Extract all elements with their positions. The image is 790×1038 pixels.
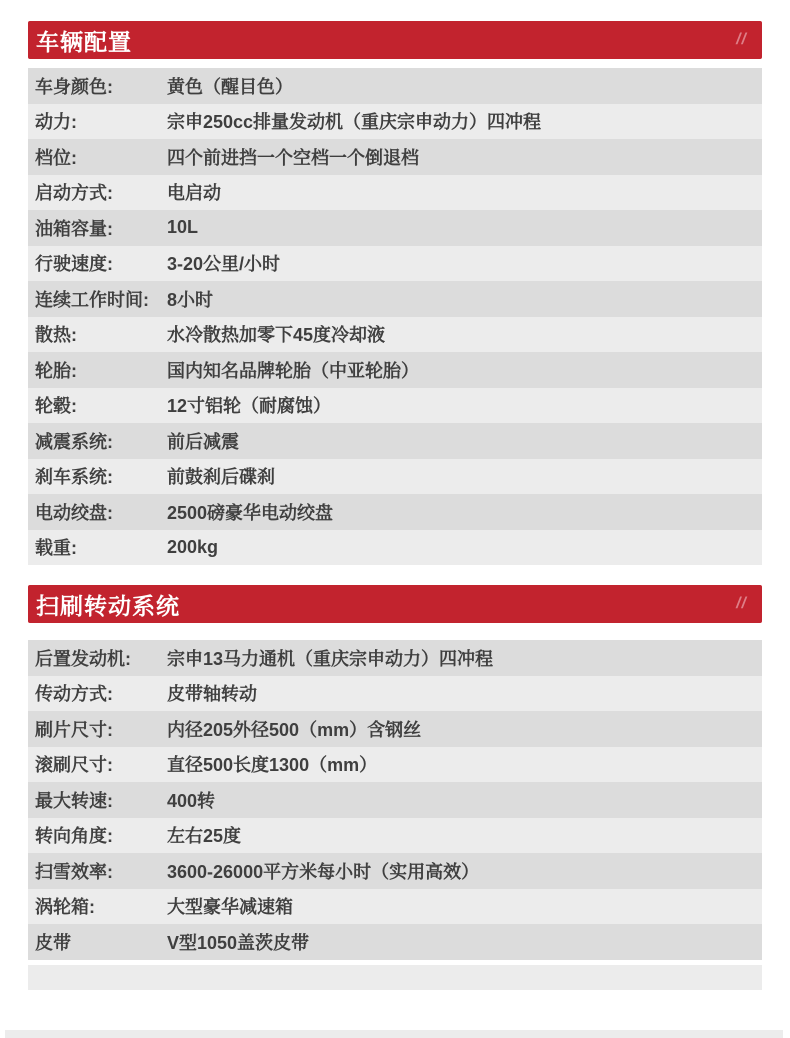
spec-row-label: 动力: <box>35 112 77 133</box>
spec-row-value: 内径205外径500（mm）含钢丝 <box>167 719 422 740</box>
spec-row <box>28 782 762 818</box>
spec-row <box>28 281 762 317</box>
spec-row-label: 行驶速度: <box>35 254 113 275</box>
spec-row-value: 四个前进挡一个空档一个倒退档 <box>167 147 419 168</box>
spec-row <box>28 210 762 246</box>
spec-row-value: V型1050盖茨皮带 <box>167 932 310 953</box>
spec-row-label: 刹车系统: <box>35 467 113 488</box>
spec-row-label: 轮胎: <box>35 360 77 381</box>
spec-row <box>28 494 762 530</box>
section-bottom-spacer <box>28 965 762 990</box>
spec-row <box>28 68 762 104</box>
next-card-top-edge <box>5 1030 783 1038</box>
spec-row <box>28 676 762 712</box>
spec-row-label: 传动方式: <box>35 684 113 705</box>
spec-row-label: 刷片尺寸: <box>35 719 113 740</box>
spec-row-value: 直径500长度1300（mm） <box>167 755 378 776</box>
spec-row-value: 400转 <box>167 790 216 811</box>
spec-row-value: 12寸铝轮（耐腐蚀） <box>167 396 332 417</box>
spec-row-value: 200kg <box>167 536 219 557</box>
spec-row-value: 水冷散热加零下45度冷却液 <box>167 325 386 346</box>
spec-row <box>28 711 762 747</box>
spec-row-value: 前后减震 <box>167 431 239 452</box>
spec-row <box>28 388 762 424</box>
spec-row-value: 3-20公里/小时 <box>167 254 281 275</box>
spec-row-label: 启动方式: <box>35 183 113 204</box>
spec-row-value: 宗申13马力通机（重庆宗申动力）四冲程 <box>167 648 494 669</box>
spec-sheet <box>28 21 762 990</box>
spec-table <box>28 68 762 565</box>
spec-row-label: 连续工作时间: <box>35 289 149 310</box>
spec-row-label: 后置发动机: <box>35 648 131 669</box>
spec-row-value: 电启动 <box>167 183 221 204</box>
spec-row-value: 黄色（醒目色） <box>167 76 293 97</box>
section-header <box>28 585 762 623</box>
spec-row-label: 转向角度: <box>35 826 113 847</box>
section-title: 扫刷转动系统 <box>36 592 180 619</box>
spec-row-label: 扫雪效率: <box>35 861 113 882</box>
spec-row <box>28 104 762 140</box>
spec-row <box>28 924 762 960</box>
spec-row-label: 载重: <box>35 538 77 559</box>
spec-row <box>28 139 762 175</box>
spec-row-value: 宗申250cc排量发动机（重庆宗申动力）四冲程 <box>167 112 542 133</box>
spec-row <box>28 889 762 925</box>
spec-row-label: 车身颜色: <box>35 76 113 97</box>
spec-row-value: 10L <box>167 217 199 238</box>
spec-row-label: 电动绞盘: <box>35 502 113 523</box>
section-header <box>28 21 762 59</box>
spec-row-value: 8小时 <box>167 289 214 310</box>
spec-row <box>28 352 762 388</box>
spec-row-value: 2500磅豪华电动绞盘 <box>167 502 334 523</box>
spec-row-label: 轮毂: <box>35 396 77 417</box>
spec-row <box>28 246 762 282</box>
section-title: 车辆配置 <box>36 28 132 55</box>
spec-row-label: 皮带 <box>35 932 71 953</box>
spec-row <box>28 640 762 676</box>
spec-row <box>28 423 762 459</box>
spec-row-label: 最大转速: <box>35 790 113 811</box>
spec-row-label: 滚刷尺寸: <box>35 755 113 776</box>
spec-row-label: 散热: <box>35 325 77 346</box>
spec-row-value: 3600-26000平方米每小时（实用高效） <box>167 861 480 882</box>
spec-row <box>28 175 762 211</box>
double-slash-icon: // <box>736 595 747 612</box>
spec-row-value: 前鼓刹后碟刹 <box>167 467 275 488</box>
spec-row-label: 减震系统: <box>35 431 113 452</box>
spec-row-value: 皮带轴转动 <box>167 684 257 705</box>
spec-row-label: 油箱容量: <box>35 218 113 239</box>
spec-row <box>28 853 762 889</box>
spec-row-value: 大型豪华减速箱 <box>167 897 293 918</box>
spec-row-label: 涡轮箱: <box>35 897 95 918</box>
spec-row-label: 档位: <box>35 147 77 168</box>
double-slash-icon: // <box>736 31 747 48</box>
spec-section-1 <box>28 21 762 565</box>
spec-row <box>28 530 762 566</box>
spec-table <box>28 640 762 990</box>
spec-row-value: 左右25度 <box>167 826 242 847</box>
spec-row <box>28 818 762 854</box>
spec-row <box>28 317 762 353</box>
spec-row <box>28 747 762 783</box>
spec-section-2 <box>28 585 762 990</box>
spec-row-value: 国内知名品牌轮胎（中亚轮胎） <box>167 360 419 381</box>
spec-row <box>28 459 762 495</box>
